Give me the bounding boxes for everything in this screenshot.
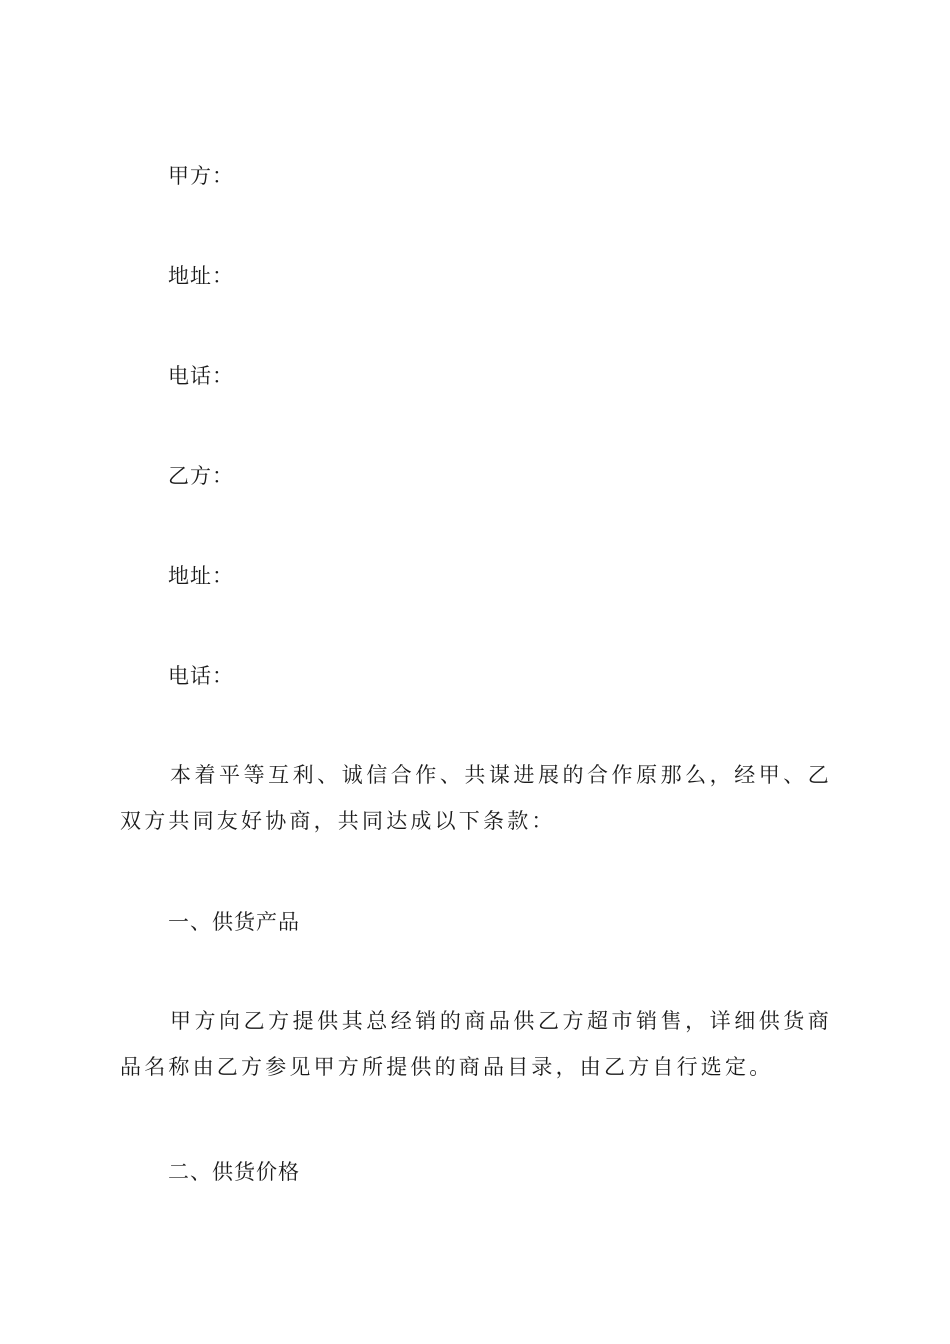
party-b-phone-label: 电话： [168,664,234,688]
section-heading-supply-price: 二、供货价格 [168,1160,300,1184]
section-body-supply-products: 甲方向乙方提供其总经销的商品供乙方超市销售，详细供货商品名称由乙方参见甲方所提供的商品目录，由乙方自行选定。 [120,1009,832,1079]
party-b-address-label: 地址： [168,564,234,588]
party-a-phone-label: 电话： [168,364,234,388]
party-b-name-label: 乙方： [168,464,234,488]
section-heading-supply-products: 一、供货产品 [168,910,300,934]
party-a-name-label: 甲方： [168,164,234,188]
party-a-address-label: 地址： [168,264,234,288]
intro-paragraph: 本着平等互利、诚信合作、共谋进展的合作原那么，经甲、乙双方共同友好协商，共同达成以下条款： [120,763,832,833]
